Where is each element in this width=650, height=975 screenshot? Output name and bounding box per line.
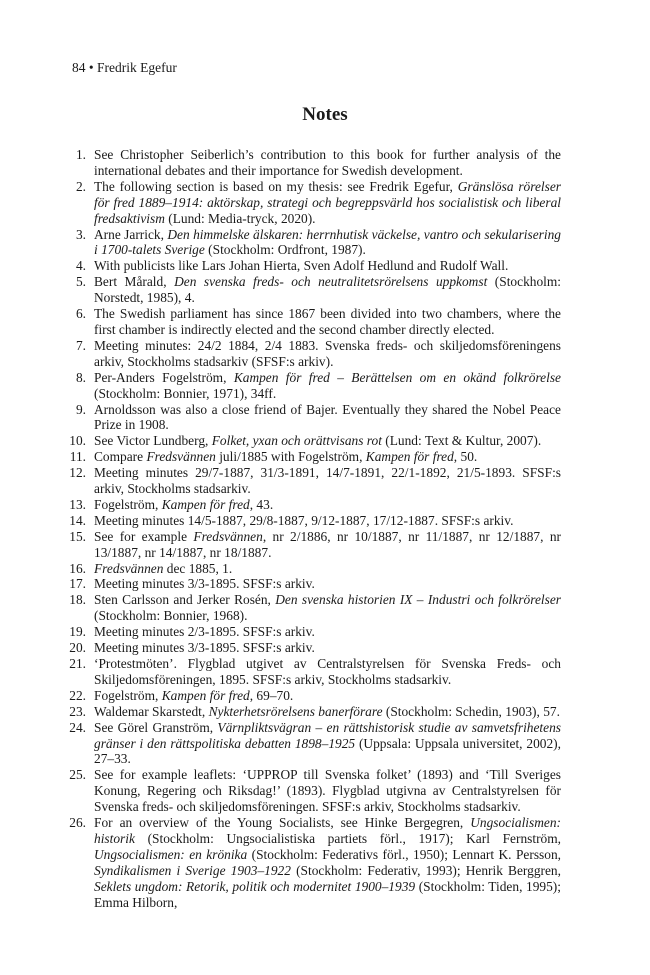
note-item [64,592,561,624]
note-text [94,815,561,910]
note-title-italic: Fredsvännen [94,560,164,576]
note-text-run: Sten Carlsson and Jerker Rosén, [94,592,276,608]
note-text-run: For an overview of the Young Socialists, see Hinke Bergegren, [94,815,471,831]
note-item [64,465,561,497]
note-number: 22. [69,687,86,703]
note-text-run: Meeting minutes 3/3-1895. SFSF:s arkiv. [94,640,315,656]
note-text [94,433,561,449]
note-text [94,370,561,402]
note-number: 17. [69,576,86,592]
running-header: 84 • Fredrik Egefur [72,60,177,75]
note-text-run: See Victor Lundberg, [94,433,212,449]
note-text-run: Fogelström, [94,687,162,703]
note-text-run: (Stockholm: Federativs förl., 1950); Lennart K. Persson, [247,846,561,862]
note-number: 24. [69,719,86,735]
note-number: 15. [69,528,86,544]
note-text-run: The following section is based on my thesis: see Fredrik Egefur, [94,178,458,194]
note-text [94,529,561,561]
note-number: 21. [69,656,86,671]
note-text [94,497,561,513]
note-text-run: , 43. [249,496,274,512]
note-item [64,338,561,370]
note-number: 7. [75,337,86,353]
note-title-italic: Gränslösa rörelser för fred 1889–1914: aktörskap, strategi och begreppsvärld hos socialistisk och liberal fredsaktivism [94,178,561,226]
note-text-run: Fogelström, [94,496,162,512]
note-number: 10. [69,433,86,449]
note-title-italic: Den svenska freds- och neutralitetsrörelsens uppkomst [174,274,488,290]
note-title-italic: Värnpliktsvägran – en rättshistorisk studie av samvetsfrihetens gränser i den rättspolitiska debatten 1898–1925 [94,719,562,751]
note-text [94,704,561,720]
note-text [94,258,561,274]
note-item [64,529,561,561]
note-text-run: (Stockholm: Ordfront, 1987). [204,242,366,258]
note-text [94,306,561,338]
note-text-run: , 69–70. [249,687,294,703]
note-text [94,767,561,815]
note-text-run: Meeting minutes 29/7-1887, 31/3-1891, 14/7-1891, 22/1-1892, 21/5-1893. SFSF:s arkiv, Stockholms stadsarkiv. [94,465,561,497]
note-item [64,704,561,720]
notes-list [64,147,561,911]
note-number: 9. [75,401,86,417]
note-title-italic: Den svenska historien IX – Industri och folkrörelser [275,592,561,608]
note-number: 4. [75,258,86,274]
note-title-italic: Fredsvännen [146,449,216,465]
note-title-italic: Kampen för fred [161,496,250,512]
note-text-run: , nr 2/1886, nr 10/1887, nr 11/1887, nr 12/1887, nr 13/1887, nr 14/1887, nr 18/1887. [94,528,561,560]
note-text-run: Meeting minutes 3/3-1895. SFSF:s arkiv. [94,576,315,592]
note-text-run: Per-Anders Fogelström, [94,369,234,385]
note-text [94,624,561,640]
note-text [94,592,561,624]
note-title-italic: Seklets ungdom: Retorik, politik och modernitet 1900–1939 [94,878,416,894]
note-number: 25. [69,767,86,783]
note-item [64,147,561,179]
note-number: 5. [75,274,86,290]
note-text-run: Bert Mårald, [94,274,175,290]
note-text-run: juli/1885 with Fogelström, [215,449,366,465]
note-text-run: (Stockholm: Norstedt, 1985), 4. [94,274,562,306]
note-text [94,179,561,227]
page-title: Notes [302,104,348,125]
note-title-italic: Syndikalismen i Sverige 1903–1922 [94,862,291,878]
note-item [64,306,561,338]
note-text-run: With publicists like Lars Johan Hierta, Sven Adolf Hedlund and Rudolf Wall. [94,258,509,274]
note-item [64,274,561,306]
note-text-run: (Stockholm: Tiden, 1995); Emma Hilborn, [94,878,561,910]
note-text [94,720,561,768]
note-number: 14. [69,512,86,528]
note-number: 20. [69,640,86,656]
note-number: 11. [69,449,86,465]
note-number: 12. [69,465,86,481]
note-text [94,147,561,179]
note-item [64,656,561,688]
note-text-run: (Uppsala: Uppsala universitet, 2002), 27–33. [94,735,561,767]
note-text [94,227,561,259]
note-text-run: The Swedish parliament has since 1867 been divided into two chambers, where the first chamber is indirectly elected and the second chamber directly elected. [94,306,561,337]
note-number: 26. [69,815,86,831]
note-text [94,688,561,704]
note-text [94,656,561,688]
note-text [94,640,561,656]
note-number: 6. [75,306,86,322]
note-item [64,497,561,513]
note-title-italic: Nykterhetsrörelsens banerförare [208,703,383,719]
note-text [94,513,561,529]
note-text-run: See for example [94,528,194,544]
note-title-italic: Ungsocialismen: en krönika [94,846,248,862]
note-text-run: (Stockholm: Federativ, 1993); Henrik Berggren, [290,862,561,878]
note-item [64,258,561,274]
note-item [64,179,561,227]
note-title-italic: Kampen för fred [365,449,454,465]
note-text-run: ‘Protestmöten’. Flygblad utgivet av Centralstyrelsen för Svenska Freds- och Skiljedomsföreningen, 1895. SFSF:s arkiv, Stockholms stadsarkiv. [94,656,561,687]
note-text [94,274,561,306]
note-text [94,449,561,465]
note-text-run: , 50. [453,449,478,465]
note-item [64,433,561,449]
note-item [64,449,561,465]
note-text-run: dec 1885, 1. [163,560,233,576]
note-title-italic: Fredsvännen [193,528,263,544]
note-text [94,402,561,434]
note-text-run: Compare [94,449,147,465]
note-title-italic: Kampen för fred [161,687,250,703]
note-text-run: (Stockholm: Bonnier, 1971), 34ff. [94,385,277,401]
note-text-run: (Lund: Media-tryck, 2020). [164,210,316,226]
note-text-run: Meeting minutes: 24/2 1884, 2/4 1883. Svenska freds- och skiljedomsföreningens arkiv, Stockholms stadsarkiv (SFSF:s arkiv). [94,337,561,369]
note-text-run: (Stockholm: Bonnier, 1968). [94,608,248,624]
note-number: 13. [69,496,86,512]
note-item [64,640,561,656]
note-item [64,370,561,402]
note-text-run: See Christopher Seiberlich’s contribution to this book for further analysis of the international debates and their importance for Swedish development. [94,147,561,178]
note-text-run: Meeting minutes 14/5-1887, 29/8-1887, 9/12-1887, 17/12-1887. SFSF:s arkiv. [94,512,514,528]
note-number: 23. [69,703,86,719]
note-number: 2. [75,178,86,194]
note-text-run: Waldemar Skarstedt, [94,703,209,719]
note-text-run: Arne Jarrick, [94,226,168,242]
note-item [64,815,561,910]
note-title-italic: Folket, yxan och orättvisans rot [211,433,382,449]
note-number: 18. [69,592,86,608]
note-item [64,576,561,592]
note-text [94,338,561,370]
note-number: 3. [75,226,86,242]
note-text-run: See for example leaflets: ‘UPPROP till Svenska folket’ (1893) and ‘Till Sveriges Konung, Regering och Riksdag!’ (1893). Flygblad utgivna av Centralstyrelsen för Svenska freds- och skiljedomsföreningen. SFSF:s arkiv, Stockholms stadsarkiv. [94,767,561,815]
note-title-italic: Kampen för fred – Berättelsen om en okänd folkrörelse [233,369,562,385]
note-text [94,465,561,497]
note-item [64,402,561,434]
note-text-run: (Stockholm: Schedin, 1903), 57. [382,703,560,719]
note-text [94,576,561,592]
note-text [94,561,561,577]
note-item [64,513,561,529]
note-item [64,688,561,704]
note-title-italic: Den himmelske älskaren: herrnhutisk väckelse, vantro och sekularisering i 1700-talets Sverige [94,226,561,258]
note-number: 19. [69,624,86,640]
note-text-run: See Görel Granström, [94,719,218,735]
note-item [64,624,561,640]
note-item [64,227,561,259]
note-item [64,767,561,815]
note-text-run: (Lund: Text & Kultur, 2007). [381,433,542,449]
note-number: 16. [69,560,86,576]
note-text-run: Arnoldsson was also a close friend of Bajer. Eventually they shared the Nobel Peace Prize in 1908. [94,401,561,433]
note-number: 1. [75,147,86,162]
note-item [64,561,561,577]
note-number: 8. [75,369,86,385]
note-item [64,720,561,768]
note-text-run: (Stockholm: Ungsocialistiska partiets förl., 1917); Karl Fernström, [134,830,561,846]
note-text-run: Meeting minutes 2/3-1895. SFSF:s arkiv. [94,624,315,640]
note-title-italic: Ungsocialismen: historik [94,815,561,846]
